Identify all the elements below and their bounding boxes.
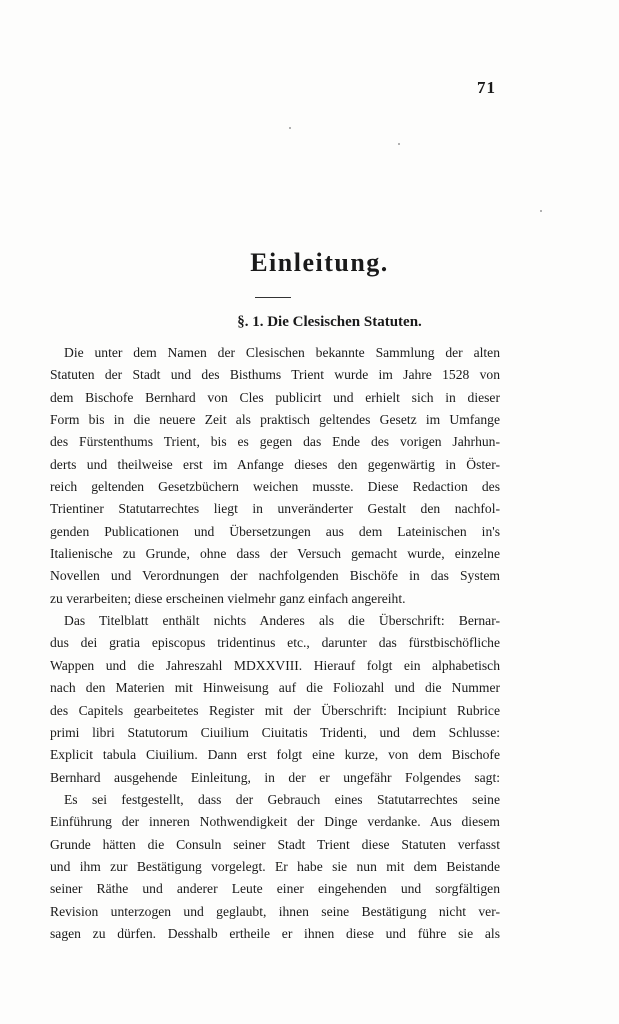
print-speck [398, 143, 400, 145]
text-line: Revision unterzogen und geglaubt, ihnen seine Bestätigung nicht ver- [50, 903, 500, 919]
text-line: Trientiner Statutarrechtes liegt in unveränderter Gestalt den nachfol- [50, 501, 500, 517]
text-line: nach den Materien mit Hinweisung auf die Foliozahl und die Nummer [50, 680, 500, 696]
text-line: genden Publicationen und Übersetzungen aus dem Lateinischen in's [50, 523, 500, 539]
text-line: primi libri Statutorum Ciuilium Ciuitatis Tridenti, und dem Schlusse: [50, 724, 500, 740]
chapter-title: Einleitung. [250, 248, 389, 277]
body-text [50, 342, 500, 945]
text-line: des Fürstenthums Trient, bis es gegen das Ende des vorigen Jahrhun- [50, 434, 500, 450]
text-line: Explicit tabula Ciuilium. Dann erst folgt eine kurze, von dem Bischofe [50, 747, 500, 763]
text-line: dem Bischofe Bernhard von Cles publicirt und erhielt sich in dieser [50, 389, 500, 405]
text-line: Das Titelblatt enthält nichts Anderes als die Überschrift: Bernar- [64, 613, 500, 629]
section-heading: §. 1. Die Clesischen Statuten. [237, 314, 422, 330]
print-speck [540, 210, 542, 212]
print-speck [289, 127, 291, 129]
page-number: 71 [477, 78, 496, 97]
text-line: reich geltenden Gesetzbüchern weichen musste. Diese Redaction des [50, 479, 500, 495]
text-line: und ihm zur Bestätigung vorgelegt. Er habe sie nun mit dem Beistande [50, 858, 500, 874]
title-divider [255, 297, 291, 298]
text-line: Form bis in die neuere Zeit als praktisch geltendes Gesetz im Umfange [50, 412, 500, 428]
text-line: Italienische zu Grunde, ohne dass der Versuch gemacht wurde, einzelne [50, 546, 500, 562]
text-line: Bernhard ausgehende Einleitung, in der er ungefähr Folgendes sagt: [50, 769, 500, 785]
text-line: Die unter dem Namen der Clesischen bekannte Sammlung der alten [64, 345, 500, 360]
text-line: dus dei gratia episcopus tridentinus etc., darunter das fürstbischöfliche [50, 635, 500, 651]
text-line: des Capitels gearbeitetes Register mit der Überschrift: Incipiunt Rubrice [50, 702, 500, 718]
text-line: Grunde hätten die Consuln seiner Stadt Trient diese Statuten verfasst [50, 836, 500, 852]
text-line: seiner Räthe und anderer Leute einer eingehenden und sorgfältigen [50, 881, 500, 897]
text-line: Statuten der Stadt und des Bisthums Trient wurde im Jahre 1528 von [50, 367, 500, 383]
text-line: zu verarbeiten; diese erscheinen vielmehr ganz einfach angereiht. [50, 590, 406, 606]
text-line: Novellen und Verordnungen der nachfolgenden Bischöfe in das System [50, 568, 500, 584]
text-line: Einführung der inneren Nothwendigkeit der Dinge verdanke. Aus diesem [50, 814, 500, 830]
text-line: sagen zu dürfen. Desshalb ertheile er ihnen diese und führe sie als [50, 925, 500, 941]
text-line: Wappen und die Jahreszahl MDXXVIII. Hierauf folgt ein alphabetisch [50, 657, 500, 673]
text-line: Es sei festgestellt, dass der Gebrauch eines Statutarrechtes seine [64, 791, 500, 807]
text-line: derts und theilweise erst im Anfange dieses den gegenwärtig in Öster- [50, 456, 500, 472]
